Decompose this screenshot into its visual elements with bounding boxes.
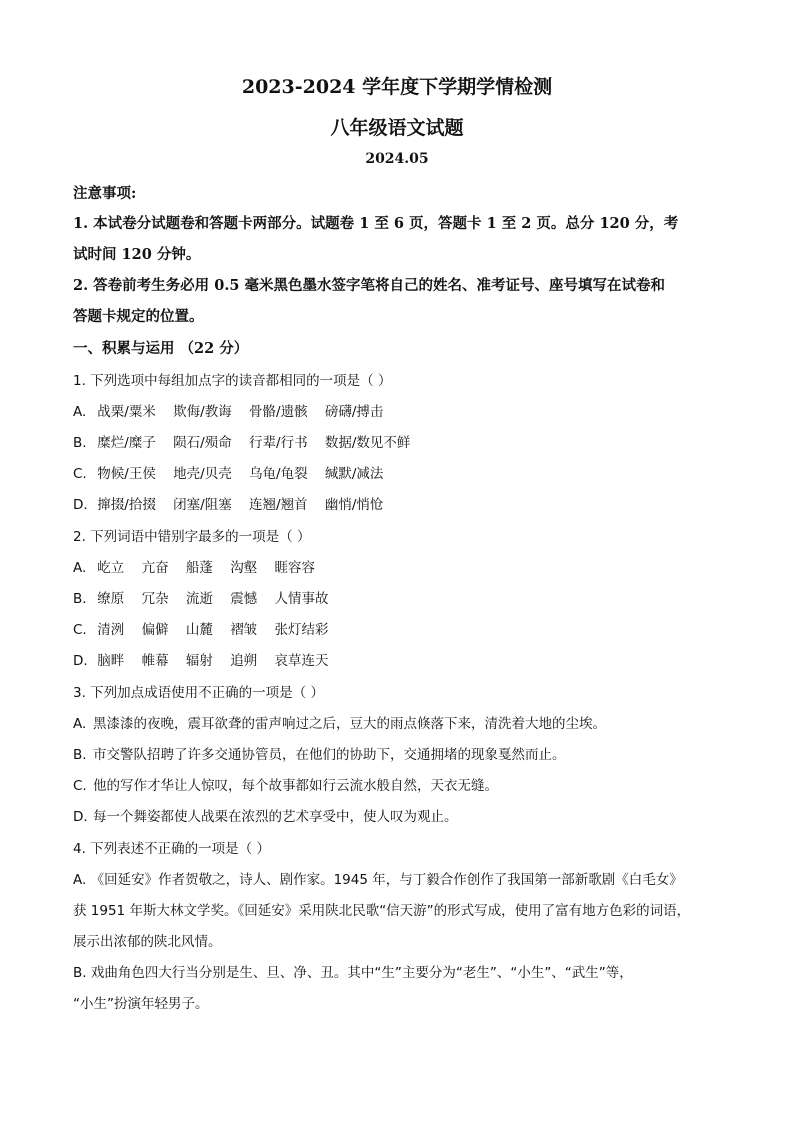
q4-stem: 4. 下列表述不正确的一项是（ ） xyxy=(73,841,270,857)
option-text: 每一个舞姿都使人战栗在浓烈的艺术享受中，使人叹为观止。 xyxy=(93,809,458,825)
option-word: 脑畔 xyxy=(97,653,125,669)
option-word: 乌龟/龟裂 xyxy=(249,466,308,482)
q2-option-d xyxy=(73,649,341,669)
option-word: 地壳/贝壳 xyxy=(173,466,232,482)
q1-option-b xyxy=(73,431,423,451)
q1-option-d xyxy=(73,493,396,513)
notice-item2-line1: 2. 答卷前考生务必用 0.5 毫米黑色墨水签字笔将自己的姓名、准考证号、座号填写在试卷和 xyxy=(73,277,666,294)
notice-item1-line1: 1. 本试卷分试题卷和答题卡两部分。试题卷 1 至 6 页，答题卡 1 至 2 页。总分 120 分，考 xyxy=(73,215,679,232)
q4-option-a-line3: 展示出浓郁的陕北风情。 xyxy=(73,934,222,950)
option-word: 闭塞/阻塞 xyxy=(173,497,232,513)
option-word: 缄默/减法 xyxy=(324,466,384,482)
option-word: 糜烂/糜子 xyxy=(97,435,156,451)
q1-option-a xyxy=(73,400,396,420)
option-word: 哀草连天 xyxy=(274,653,329,669)
q3-stem: 3. 下列加点成语使用不正确的一项是（ ） xyxy=(73,685,324,701)
option-word: 睚容容 xyxy=(274,560,315,576)
option-word: 骨骼/遗骸 xyxy=(249,404,308,420)
option-word: 数据/数见不鲜 xyxy=(324,435,411,451)
notice-item2-line2: 答题卡规定的位置。 xyxy=(73,308,204,325)
q2-stem: 2. 下列词语中错别字最多的一项是（ ） xyxy=(73,529,311,545)
option-label: A. xyxy=(73,404,87,420)
option-word: 褶皱 xyxy=(230,622,258,638)
option-word: 欺侮/教诲 xyxy=(173,404,232,420)
exam-subtitle: 八年级语文试题 xyxy=(330,117,464,139)
option-word: 流逝 xyxy=(185,591,213,607)
notice-item1-line2: 试时间 120 分钟。 xyxy=(73,246,201,263)
option-word: 山麓 xyxy=(185,622,213,638)
option-label: C. xyxy=(73,466,87,482)
q2-option-a xyxy=(73,556,328,576)
option-word: 沟壑 xyxy=(230,560,258,576)
q1-option-c xyxy=(73,462,396,482)
option-word: 连翘/翘首 xyxy=(249,497,308,513)
option-word: 震憾 xyxy=(230,591,258,607)
option-word: 追朔 xyxy=(230,653,258,669)
option-label: C. xyxy=(73,778,87,794)
q4-option-a-line2: 获 1951 年斯大林文学奖。《回延安》采用陕北民歌“信天游”的形式写成，使用了富有地方色彩的词语， xyxy=(73,903,691,919)
q2-option-c xyxy=(73,618,341,638)
q3-option-b xyxy=(73,743,566,763)
option-label: C. xyxy=(73,622,87,638)
option-word: 陨石/殒命 xyxy=(173,435,232,451)
option-text: 黑漆漆的夜晚，震耳欲聋的雷声响过之后，豆大的雨点倏落下来，清洗着大地的尘埃。 xyxy=(93,716,606,732)
option-word: 缭原 xyxy=(97,591,125,607)
option-word: 帷幕 xyxy=(141,653,169,669)
q3-option-a xyxy=(73,712,606,732)
q4-option-b-line2: “小生”扮演年轻男子。 xyxy=(73,996,209,1012)
option-label: D. xyxy=(73,809,88,825)
q2-option-b xyxy=(73,587,341,607)
q4-option-a-line1: A. 《回延安》作者贺敬之，诗人、剧作家。1945 年，与丁毅合作创作了我国第一部新歌剧《白毛女》 xyxy=(73,872,683,888)
option-word: 冗杂 xyxy=(141,591,169,607)
option-word: 幽悄/悄怆 xyxy=(324,497,384,513)
option-text: 市交警队招聘了许多交通协管员，在他们的协助下，交通拥堵的现象戛然而止。 xyxy=(93,747,566,763)
option-word: 清洌 xyxy=(97,622,125,638)
option-word: 磅礴/搏击 xyxy=(324,404,384,420)
option-word: 亢奋 xyxy=(141,560,169,576)
exam-date: 2024.05 xyxy=(365,151,429,167)
option-word: 战栗/粟米 xyxy=(97,404,156,420)
option-word: 屹立 xyxy=(97,560,125,576)
option-label: B. xyxy=(73,591,87,607)
q3-option-d xyxy=(73,805,458,825)
option-word: 辐射 xyxy=(185,653,213,669)
option-label: A. xyxy=(73,716,87,732)
option-word: 行辈/行书 xyxy=(249,435,308,451)
option-label: B. xyxy=(73,435,87,451)
option-text: 他的写作才华让人惊叹，每个故事都如行云流水般自然，天衣无缝。 xyxy=(93,778,498,794)
option-label: A. xyxy=(73,560,87,576)
option-label: D. xyxy=(73,653,88,669)
option-word: 撺掇/拾掇 xyxy=(97,497,156,513)
option-label: D. xyxy=(73,497,88,513)
option-word: 船蓬 xyxy=(185,560,213,576)
option-word: 张灯结彩 xyxy=(274,622,329,638)
option-word: 物候/王侯 xyxy=(97,466,156,482)
exam-title: 2023-2024 学年度下学期学情检测 xyxy=(241,76,553,98)
q1-stem: 1. 下列选项中每组加点字的读音都相同的一项是（ ） xyxy=(73,373,392,389)
option-word: 偏僻 xyxy=(141,622,169,638)
notice-heading: 注意事项: xyxy=(73,185,137,202)
option-word: 人情事故 xyxy=(274,591,329,607)
section1-heading: 一、积累与运用 （22 分） xyxy=(73,340,249,357)
q3-option-c xyxy=(73,774,498,794)
q4-option-b-line1: B. 戏曲角色四大行当分别是生、旦、净、丑。其中“生”主要分为“老生”、“小生”、“武生”等， xyxy=(73,965,633,981)
option-label: B. xyxy=(73,747,87,763)
